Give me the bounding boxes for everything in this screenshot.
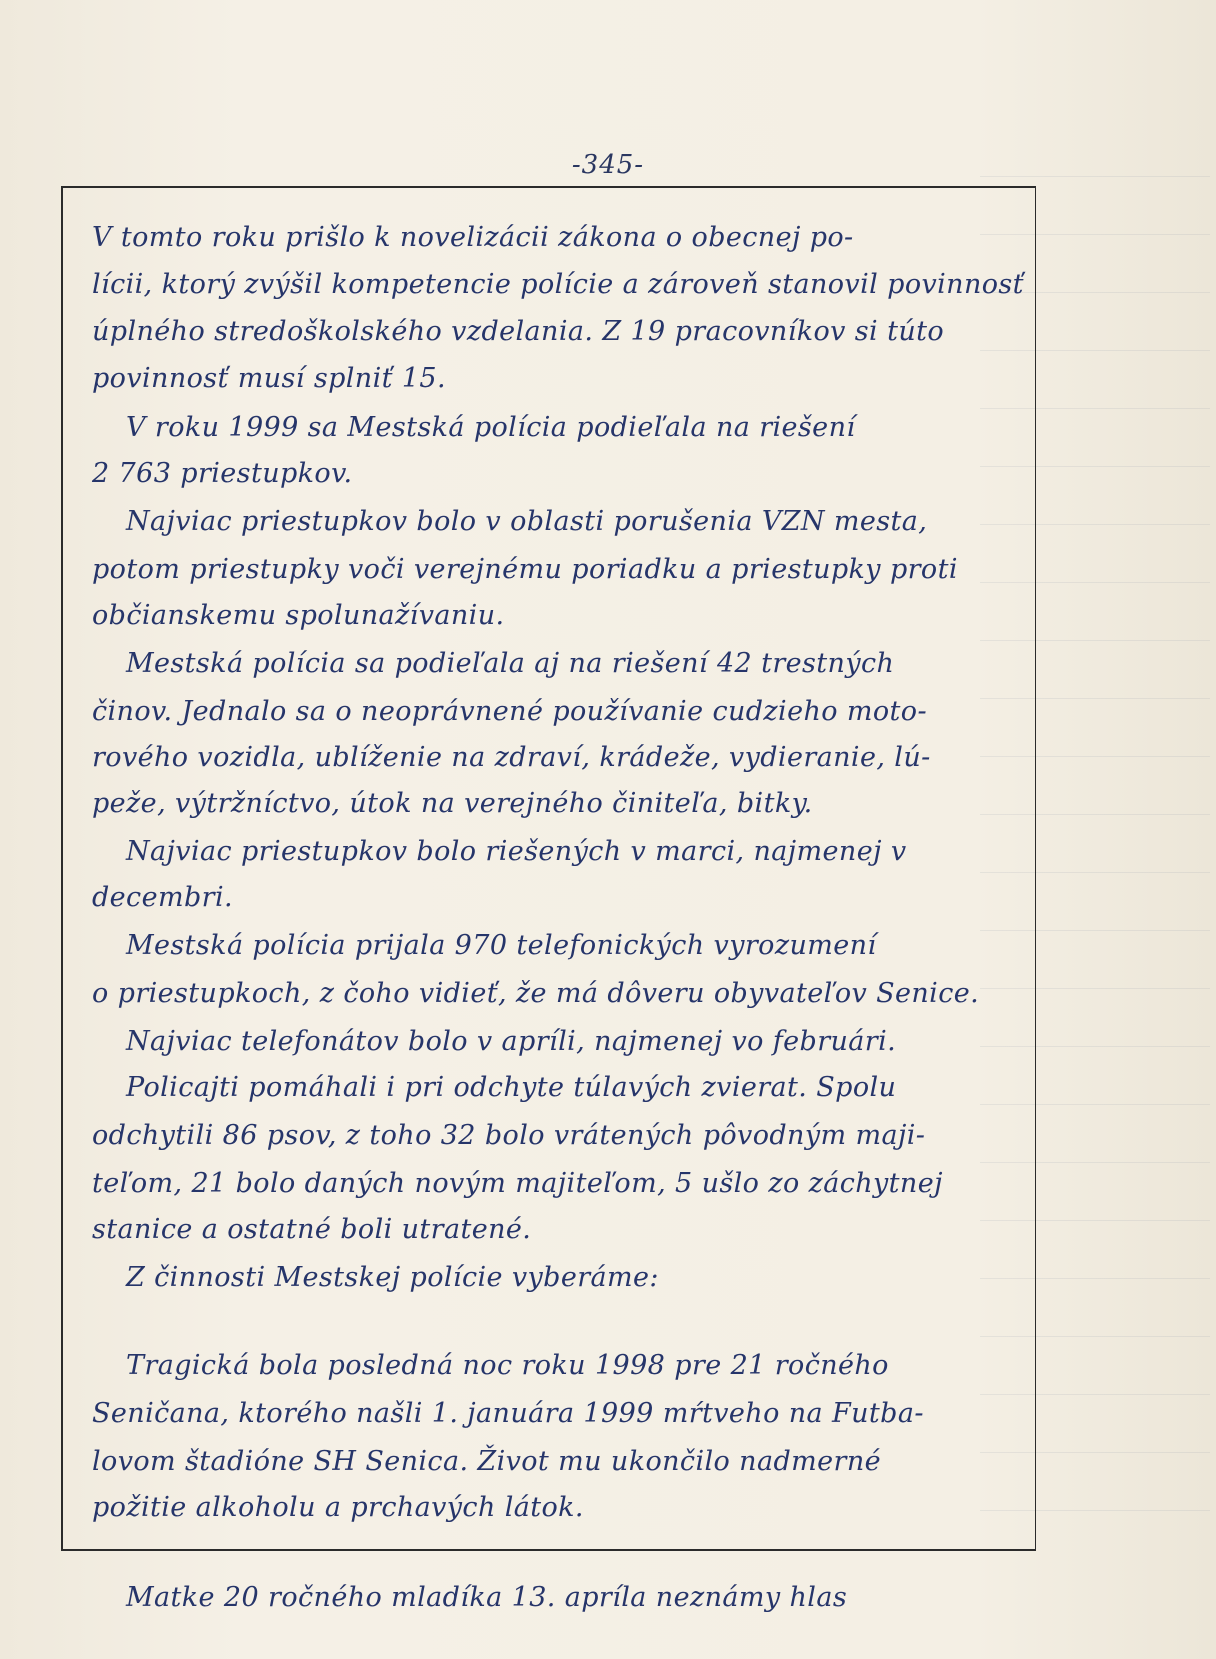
text-line: povinnosť musí splniť 15. xyxy=(92,363,446,394)
text-line: Z činnosti Mestskej polície vyberáme: xyxy=(126,1262,659,1293)
text-line: požitie alkoholu a prchavých látok. xyxy=(92,1492,584,1523)
text-line: V roku 1999 sa Mestská polícia podieľala na riešení xyxy=(126,412,856,443)
text-line: V tomto roku prišlo k novelizácii zákona o obecnej po- xyxy=(92,222,854,253)
text-line: stanice a ostatné boli utratené. xyxy=(92,1214,532,1245)
text-line: potom priestupky voči verejnému poriadku a priestupky proti xyxy=(92,554,958,585)
text-line: Policajti pomáhali i pri odchyte túlavých zvierat. Spolu xyxy=(126,1072,897,1103)
text-line: Matke 20 ročného mladíka 13. apríla neznámy hlas xyxy=(126,1582,848,1613)
text-line: Seničana, ktorého našli 1. januára 1999 mŕtveho na Futba- xyxy=(92,1398,924,1429)
text-line: 2 763 priestupkov. xyxy=(92,458,353,489)
page-number: -345- xyxy=(571,150,645,180)
text-line: Mestská polícia sa podieľala aj na riešení 42 trestných xyxy=(126,648,895,679)
text-line: úplného stredoškolského vzdelania. Z 19 pracovníkov si túto xyxy=(92,316,945,347)
text-line: občianskemu spolunažívaniu. xyxy=(92,600,505,631)
text-line: činov. Jednalo sa o neoprávnené používanie cudzieho moto- xyxy=(92,696,927,727)
text-line: o priestupkoch, z čoho vidieť, že má dôveru obyvateľov Senice. xyxy=(92,978,980,1009)
text-line: odchytili 86 psov, z toho 32 bolo vrátených pôvodným maji- xyxy=(92,1120,926,1151)
text-line: decembri. xyxy=(92,882,233,913)
text-line: Mestská polícia prijala 970 telefonických vyrozumení xyxy=(126,930,877,961)
text-line: rového vozidla, ublíženie na zdraví, krádeže, vydieranie, lú- xyxy=(92,742,931,773)
text-line: peže, výtržníctvo, útok na verejného činiteľa, bitky. xyxy=(92,788,813,819)
text-line: lícii, ktorý zvýšil kompetencie polície a zároveň stanovil povinnosť xyxy=(92,269,1024,300)
text-line: Tragická bola posledná noc roku 1998 pre 21 ročného xyxy=(126,1350,889,1381)
text-line: Najviac priestupkov bolo riešených v marci, najmenej v xyxy=(126,836,907,867)
text-line: Najviac telefonátov bolo v apríli, najmenej vo februári. xyxy=(126,1026,897,1057)
text-line: Najviac priestupkov bolo v oblasti porušenia VZN mesta, xyxy=(126,506,928,537)
text-line: teľom, 21 bolo daných novým majiteľom, 5 ušlo zo záchytnej xyxy=(92,1168,943,1199)
text-line: lovom štadióne SH Senica. Život mu ukončilo nadmerné xyxy=(92,1446,881,1477)
